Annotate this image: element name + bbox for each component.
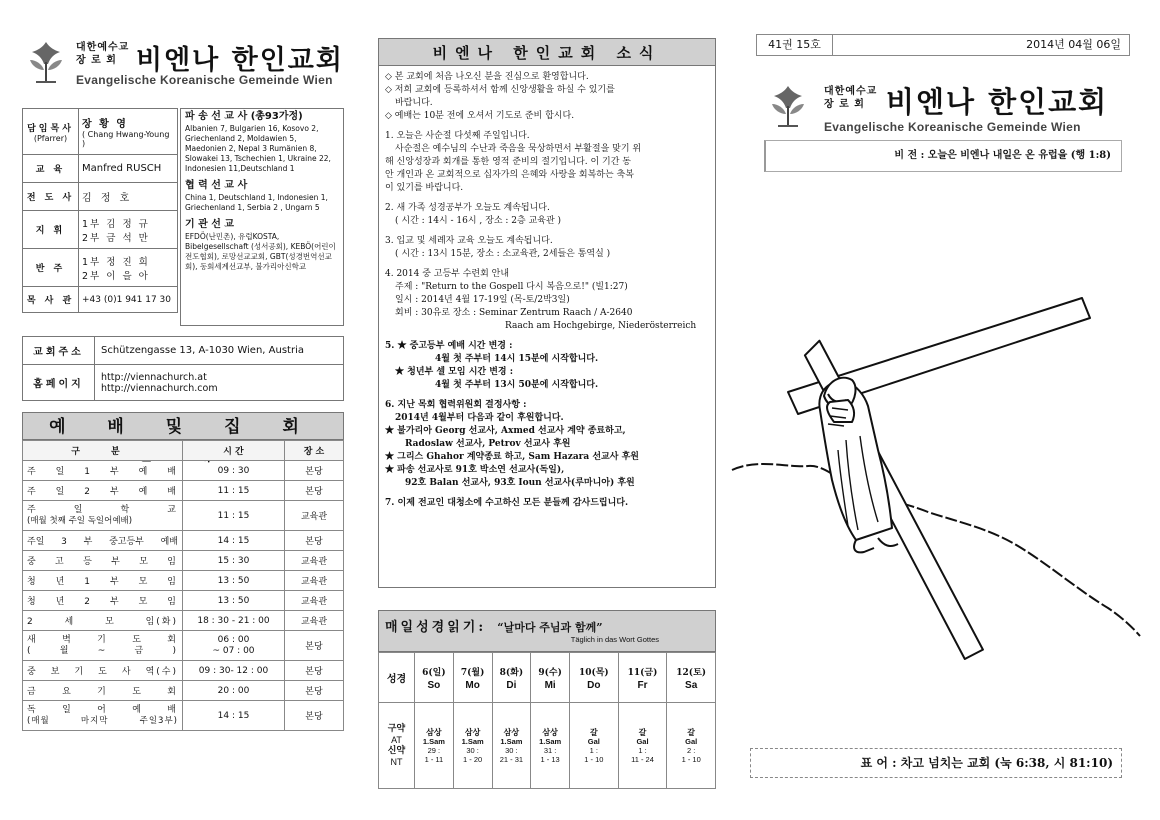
logo-denomination-top: 대한예수교 xyxy=(76,42,130,53)
church-logo-icon xyxy=(22,38,70,86)
table-row: 주일 3 부 중고등부 예배 14 : 15 본당 xyxy=(23,531,344,551)
coop-missionaries-text: China 1, Deutschland 1, Indonesien 1, Griechenland 1, Serbia 2 , Ungarn 5 xyxy=(185,193,328,212)
news-item-1-line: 안 개인과 온 교회적으로 십자가의 은혜와 사랑을 회복하는 축복 xyxy=(385,170,634,180)
news-item-6-line: ★ 파송 선교사로 91호 박소연 선교사(독일), xyxy=(385,465,565,475)
table-row: 2 세 모 임(화) 18 : 30 - 21 : 00 교육관 xyxy=(23,611,344,631)
logo-subtitle: Evangelische Koreanische Gemeinde Wien xyxy=(76,73,333,87)
bible-day: 6(일) So xyxy=(415,653,454,703)
table-row: 청 년 1 부 모 임 13 : 50 교육관 xyxy=(23,571,344,591)
bible-day: 12(토) Sa xyxy=(667,653,716,703)
services-title: 예 배 및 집 회 xyxy=(22,412,344,440)
org-missions-text: EFDÖ(난민촌), 유럽KOSTA, Bibelgesellschaft (성서공회), KEBÖ(어린이전도협회), 로망선교교회, GBT(성경번역선교회), 동회세계선교부, 불가리아신학교 xyxy=(185,232,336,271)
logo-denomination-bottom: 장 로 회 xyxy=(824,99,865,110)
services-header-row xyxy=(23,441,344,461)
evangelist-label: 전 도 사 xyxy=(23,183,79,211)
evangelist-name: 김 정 호 xyxy=(79,183,178,211)
news-item-6-line: 2014년 4월부터 다음과 같이 후원합니다. xyxy=(395,413,564,423)
bible-title-de: Täglich in das Wort Gottes xyxy=(570,635,659,644)
logo-denomination-bottom: 장 로 회 xyxy=(76,55,117,66)
news-intro-line: ◇ 저희 교회에 등록하셔서 함께 신앙생활을 하실 수 있기를 xyxy=(385,85,615,95)
news-item-4: 4. 2014 중 고등부 수련회 안내 xyxy=(385,269,510,279)
bible-testament-label: 구약 AT 신약 NT xyxy=(379,703,415,789)
accompanist-names: 1부 정 진 희 2부 이 을 아 xyxy=(79,249,178,287)
bible-reading: 삼상 1.Sam 30 : 21 - 31 xyxy=(492,703,531,789)
missions-box xyxy=(180,108,344,326)
bible-reading-table xyxy=(378,652,716,789)
address-value: Schützengasse 13, A-1030 Wien, Austria xyxy=(95,337,344,365)
bible-day: 8(화) Di xyxy=(492,653,531,703)
bible-reading: 갈 Gal 2 : 1 - 10 xyxy=(667,703,716,789)
bible-readings-row xyxy=(379,703,716,789)
sent-missionaries-text: Albanien 7, Bulgarien 16, Kosovo 2, Griechenland 2, Moldawien 5, Maedonien 2, Nepal 3 Rumänien 8, Slowakei 13, Tschechien 1, Ukraine 22, Indonesien 11,Deutschland 1 xyxy=(185,124,331,173)
right-logo xyxy=(764,80,1124,140)
bible-reading-title xyxy=(378,610,716,652)
issue-volume: 41권 15호 xyxy=(757,35,833,55)
news-item-6-line: ★ 그리스 Ghahor 계약종료 하고, Sam Hazara 선교사 후원 xyxy=(385,452,639,462)
bible-day: 10(목) Do xyxy=(570,653,619,703)
news-item-4-line: 회비 : 30유로 장소 : Seminar Zentrum Raach / A-2640 xyxy=(395,308,633,318)
news-item-5-line: ★ 청년부 셀 모임 시간 변경 : xyxy=(395,367,514,377)
web-links xyxy=(95,365,344,401)
news-item-2: 2. 새 가족 성경공부가 오늘도 계속됩니다. xyxy=(385,203,550,213)
logo-denomination-top: 대한예수교 xyxy=(824,86,878,97)
news-intro-line: 바랍니다. xyxy=(395,98,433,108)
address-label: 교회주소 xyxy=(23,337,95,365)
bible-reading: 갈 Gal 1 : 11 - 24 xyxy=(618,703,667,789)
left-logo xyxy=(22,38,352,94)
bible-title-ko: 매일성경읽기: xyxy=(385,620,487,635)
news-item-3-line: ( 시간 : 13시 15분, 장소 : 소교육관, 2세들은 통역실 ) xyxy=(395,249,611,259)
table-row: 금 요 기 도 회 20 : 00 본당 xyxy=(23,681,344,701)
org-missions-title: 기 관 선 교 xyxy=(185,219,235,230)
news-item-6-line: ★ 불가리아 Georg 선교사, Axmed 선교사 계약 종료하고, xyxy=(385,426,626,436)
contact-table xyxy=(22,336,344,401)
teacher-name: Manfred RUSCH xyxy=(79,155,178,183)
vision-statement: 비 전 : 오늘은 비엔나 내일은 온 유럽을 (행 1:8) xyxy=(764,140,1122,172)
news-item-3: 3. 입교 및 세례자 교육 오늘도 계속됩니다. xyxy=(385,236,553,246)
office-label: 목 사 관 xyxy=(23,287,79,313)
bible-reading: 삼상 1.Sam 30 : 1 - 20 xyxy=(453,703,492,789)
web-link-at[interactable]: http://viennachurch.at xyxy=(101,371,207,383)
bible-days-row xyxy=(379,653,716,703)
news-intro-line: ◇ 예배는 10분 전에 오셔서 기도로 준비 합시다. xyxy=(385,111,575,121)
accompanist-label: 반 주 xyxy=(23,249,79,287)
bible-reading: 삼상 1.Sam 29 : 1 - 11 xyxy=(415,703,454,789)
news-item-1-line: 해 신앙성장과 회개를 통한 영적 준비의 절기입니다. 이 기간 동 xyxy=(385,157,631,167)
news-item-6-line: 92호 Balan 선교사, 93호 Ioun 선교사(루마니아) 후원 xyxy=(405,478,635,488)
news-item-5-line: 4월 첫 주부터 13시 50분에 시작합니다. xyxy=(435,380,599,390)
motto-statement: 표 어 : 차고 넘치는 교회 (눅 6:38, 시 81:10) xyxy=(750,748,1122,778)
table-row: 주 일 2 부 예 배 11 : 15 본당 xyxy=(23,481,344,501)
news-item-1-line: 이 있기를 바랍니다. xyxy=(385,183,464,193)
news-box xyxy=(378,66,716,588)
sent-missionaries-title: 파 송 선 교 사 (총93가정) xyxy=(185,111,303,122)
news-item-1: 1. 오늘은 사순절 다섯째 주일입니다. xyxy=(385,131,530,141)
bible-reading: 갈 Gal 1 : 1 - 10 xyxy=(570,703,619,789)
news-item-5: 5. ★ 중고등부 예배 시간 변경 : xyxy=(385,341,513,351)
table-row: 독 일 어 예 배 (매월 마지막 주일3부) 14 : 15 본당 xyxy=(23,701,344,731)
services-header-time: 시 간 xyxy=(183,441,285,461)
conductor-names: 1부 김 정 규 2부 금 석 만 xyxy=(79,211,178,249)
logo-subtitle: Evangelische Koreanische Gemeinde Wien xyxy=(824,120,1081,134)
issue-bar xyxy=(756,34,1130,56)
bible-day: 7(월) Mo xyxy=(453,653,492,703)
staff-table xyxy=(22,108,178,313)
table-row: 중 고 등 부 모 임 15 : 30 교육관 xyxy=(23,551,344,571)
coop-missionaries-title: 협 력 선 교 사 xyxy=(185,180,248,191)
table-row: 주 일 학 교 (매월 첫째 주일 독일어예배) 11 : 15 교육관 xyxy=(23,501,344,531)
news-title: 비엔나 한인교회 소식 xyxy=(378,38,716,66)
pastor-name: 장 황 영 ( Chang Hwang-Young ) xyxy=(79,109,178,155)
news-item-4-line: Raach am Hochgebirge, Niederösterreich xyxy=(505,321,697,331)
news-item-1-line: 사순절은 예수님의 수난과 죽음을 묵상하면서 부활절을 맞기 위 xyxy=(395,144,642,154)
teacher-label: 교 육 xyxy=(23,155,79,183)
bible-row-label: 성경 xyxy=(379,653,415,703)
web-link-com[interactable]: http://viennachurch.com xyxy=(101,382,218,394)
table-row: 중 보 기 도 사 역(수) 09 : 30- 12 : 00 본당 xyxy=(23,661,344,681)
news-intro-line: ◇ 본 교회에 처음 나오신 분을 진심으로 환영합니다. xyxy=(385,72,589,82)
bible-reading: 삼상 1.Sam 31 : 1 - 13 xyxy=(531,703,570,789)
news-item-4-line: 일시 : 2014년 4월 17-19일 (목-토/2박3일) xyxy=(395,295,570,305)
news-item-4-line: 주제 : "Return to the Gospell 다시 복음으로!" (빌1:27) xyxy=(395,282,628,292)
services-header-place: 장 소 xyxy=(285,441,344,461)
table-row: 새 벽 기 도 회 ( 월 ~ 금 ) 06 : 00 ~ 07 : 00 본당 xyxy=(23,631,344,661)
church-logo-icon xyxy=(764,82,812,130)
issue-date: 2014년 04월 06일 xyxy=(1026,38,1121,51)
bible-day: 9(수) Mi xyxy=(531,653,570,703)
table-row: 주 일 1 부 예 배 09 : 30 본당 xyxy=(23,461,344,481)
news-item-6-line: Radoslaw 선교사, Petrov 선교사 후원 xyxy=(405,439,571,449)
logo-church-name: 비엔나 한인교회 xyxy=(886,85,1109,119)
bible-title-quote: “날마다 주님과 함께” xyxy=(497,621,603,634)
news-item-7: 7. 이제 전교인 대청소에 수고하신 모든 분들께 감사드립니다. xyxy=(385,498,629,508)
news-item-6: 6. 지난 목회 협력위원회 결정사항 : xyxy=(385,400,527,410)
table-row: 청 년 2 부 모 임 13 : 50 교육관 xyxy=(23,591,344,611)
logo-church-name: 비엔나 한인교회 xyxy=(136,45,344,76)
cross-illustration xyxy=(728,290,1148,710)
services-table xyxy=(22,440,344,731)
office-phone: +43 (0)1 941 17 30 xyxy=(79,287,178,313)
bible-day: 11(금) Fr xyxy=(618,653,667,703)
conductor-label: 지 휘 xyxy=(23,211,79,249)
services-header-name: 구 분 xyxy=(23,441,183,461)
news-item-5-line: 4월 첫 주부터 14시 15분에 시작합니다. xyxy=(435,354,599,364)
web-label: 홈페이지 xyxy=(23,365,95,401)
news-item-2-line: ( 시간 : 14시 - 16시 , 장소 : 2층 교육관 ) xyxy=(395,216,562,226)
pastor-label: 담임목사 (Pfarrer) xyxy=(23,109,79,155)
